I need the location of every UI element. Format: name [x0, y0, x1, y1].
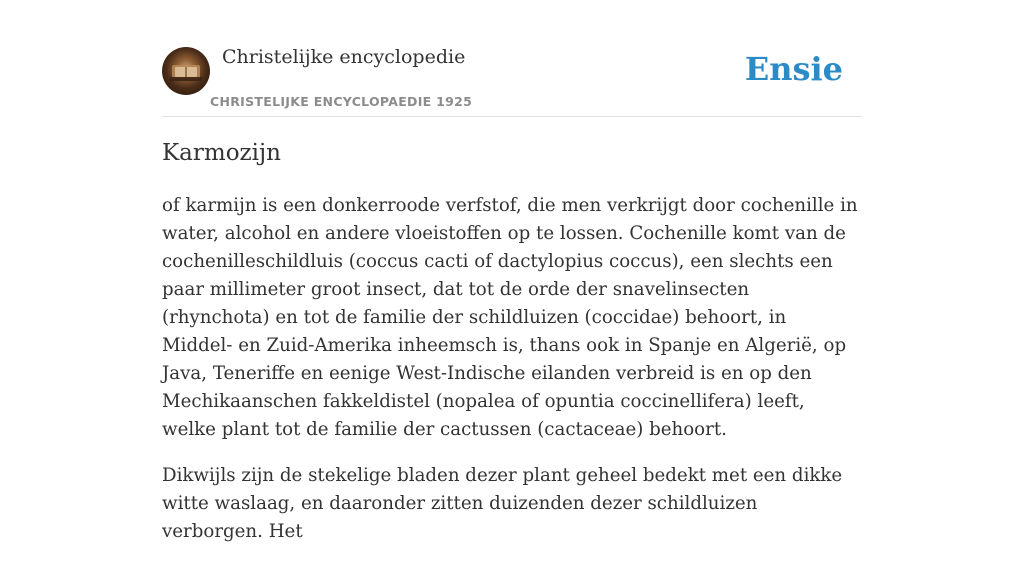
source-header — [162, 0, 862, 117]
book-thumbnail-icon[interactable] — [162, 47, 210, 95]
source-title[interactable]: Christelijke encyclopedie — [222, 46, 466, 68]
article-title: Karmozijn — [162, 140, 281, 166]
source-subtitle[interactable]: CHRISTELIJKE ENCYCLOPAEDIE 1925 — [210, 94, 473, 109]
ensie-logo[interactable]: Ensie — [744, 50, 843, 88]
page-content — [162, 0, 862, 542]
article-paragraph: Dikwijls zijn de stekelige bladen dezer plant geheel bedekt met een dikke witte waslaag, en daaronder zitten duizenden dezer schildluizen verborgen. Het — [162, 465, 843, 542]
article-body — [162, 192, 862, 564]
article-paragraph: of karmijn is een donkerroode verfstof, die men verkrijgt door cochenille in water, alcohol en andere vloeistoffen op te lossen. Cochenille komt van de cochenilleschildluis (coccus cacti of dactylopius coccus), een slechts een paar millimeter groot insect, dat tot de orde der snavelinsecten (rhynchota) en tot de familie der schildluizen (coccidae) behoort, in Middel- en Zuid-Amerika inheemsch is, thans ook in Spanje en Algerië, op Java, Teneriffe en eenige West-Indische eilanden verbreid is en op den Mechikaanschen fakkeldistel (nopalea of opuntia coccinellifera) leeft, welke plant tot de familie der cactussen (cactaceae) behoort. — [162, 195, 858, 440]
